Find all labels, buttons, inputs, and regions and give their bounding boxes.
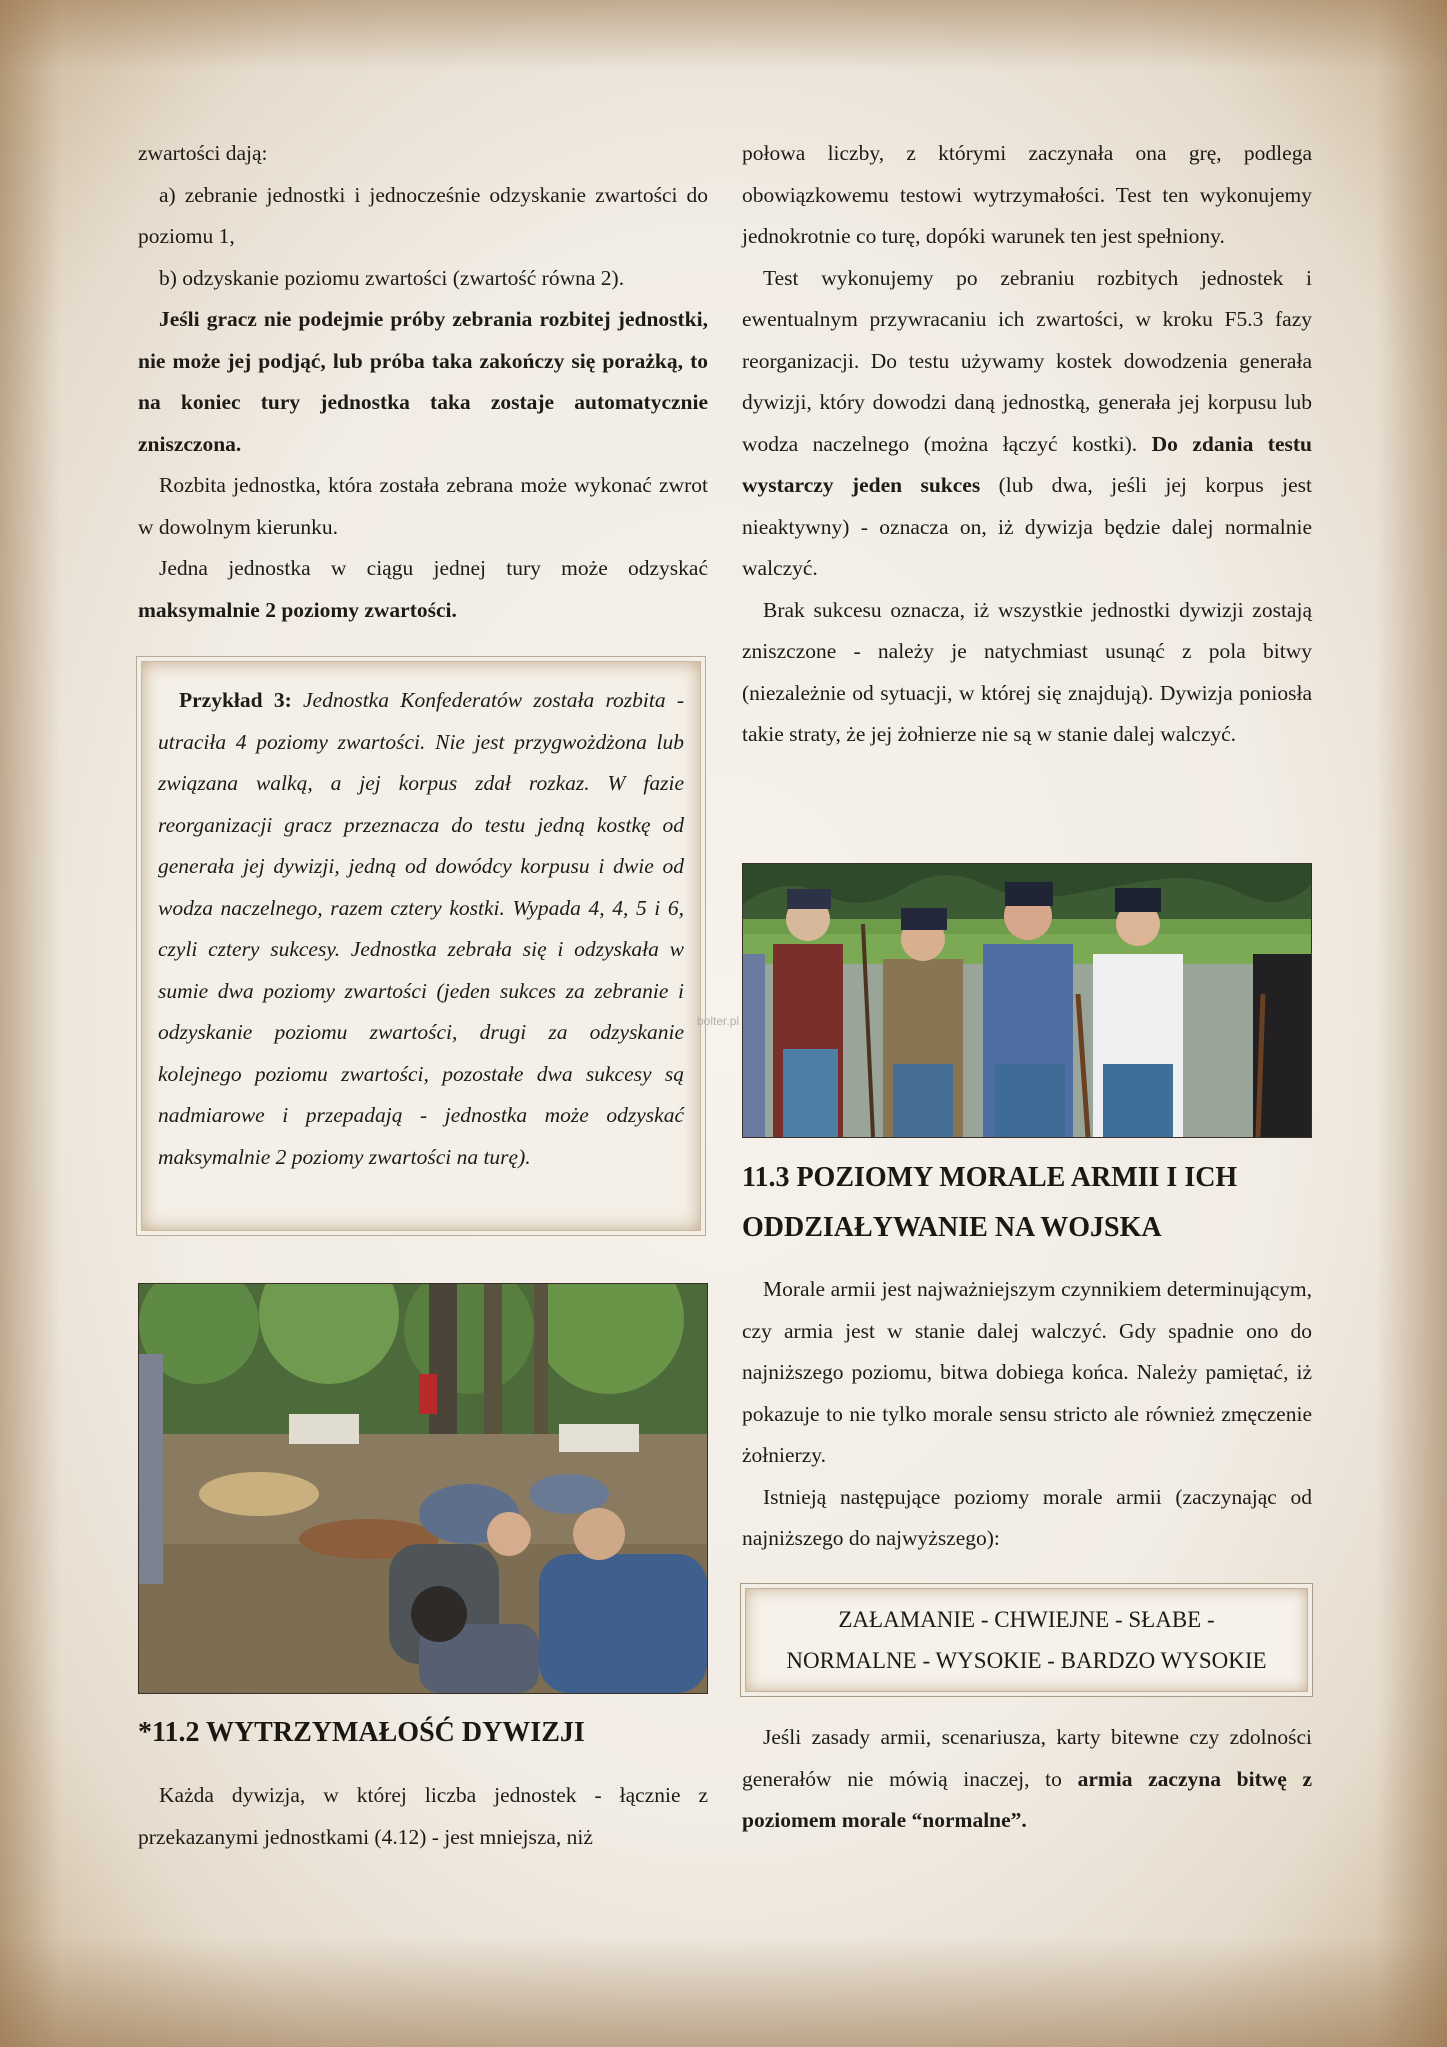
section-11-2-body [138,1775,708,1858]
morale-levels-line-1: ZAŁAMANIE - CHWIEJNE - SŁABE - [838,1607,1215,1632]
morale-levels-line-2: NORMALNE - WYSOKIE - BARDZO WYSOKIE [786,1648,1267,1673]
section-11-3-heading: 11.3 POZIOMY MORALE ARMII I ICH ODDZIAŁYWANIE NA WOJSKA [742,1162,1238,1243]
section-11-3-paragraph-2: Istnieją następujące poziomy morale armii (zaczynając od najniższego do najwyższego): [742,1484,1312,1550]
right-paragraph-2-bold: Do zdania testu wystarczy jeden sukces [742,431,1312,497]
section-11-2-heading: *11.2 WYTRZYMAŁOŚĆ DYWIZJI [138,1717,585,1748]
left-paragraph-6-text: Jedna jednostka w ciągu jednej tury może odzyskać [159,556,708,580]
section-11-3-body [742,1269,1312,1560]
left-paragraph-5: Rozbita jednostka, która została zebrana może wykonać zwrot w dowolnym kierunku. [138,473,708,539]
page-edge-top [0,0,1447,70]
left-paragraph-6-bold: maksymalnie 2 poziomy zwartości. [138,597,457,622]
right-paragraph-2-text: Test wykonujemy po zebraniu rozbitych jednostek i ewentualnym przywracaniu ich zwartości, w kroku F5.3 fazy reorganizacji. Do testu używamy kostek dowodzenia generała dywizji, który dowodzi daną jednostką, generała jej korpusu lub wodza naczelnego (można łączyć kostki). [742,265,1312,456]
section-11-3-paragraph-3 [742,1717,1312,1842]
section-11-3-paragraph-3-text: Jeśli zasady armii, scenariusza, karty bitewne czy zdolności generałów nie mówią inaczej, to [742,1725,1312,1791]
soldiers-photo-illustration [743,864,1311,1137]
section-11-3-paragraph-3-bold: armia zaczyna bitwę z poziomem morale “normalne”. [742,1766,1312,1832]
page-edge-left [0,0,60,2047]
camp-photo [138,1283,708,1694]
morale-levels-inner [745,1588,1308,1692]
right-paragraph-2-tail: (lub dwa, jeśli jej korpus jest nieaktywny) - oznacza on, iż dywizja będzie dalej normalnie walczyć. [742,473,1313,580]
morale-levels-box [740,1583,1313,1697]
page-edge-bottom [0,1937,1447,2047]
camp-photo-illustration [139,1284,707,1693]
section-11-2-paragraph-1: Każda dywizja, w której liczba jednostek - łącznie z przekazanymi jednostkami (4.12) - jest mniejsza, niż [138,1783,708,1849]
left-paragraph-4 [138,299,708,465]
left-column [138,133,708,631]
left-paragraph-2: a) zebranie jednostki i jednocześnie odzyskanie zwartości do poziomu 1, [138,182,708,248]
watermark: bolter.pl [697,1014,740,1028]
example-text: Jednostka Konfederatów została rozbita - utraciła 4 poziomy zwartości. Nie jest przygwożdżona lub związana walką, a jej korpus zdał rozkaz. W fazie reorganizacji gracz przeznacza do testu jedną kostkę od generała jej dywizji, jedną od dowódcy korpusu i dwie od wodza naczelnego, razem cztery kostki. Wypada 4, 4, 5 i 6, czyli cztery sukcesy. Jednostka zebrała się i odzyskała w sumie dwa poziomy zwartości (jeden sukces za zebranie i odzyskanie poziomu zwartości, drugi za odzyskanie kolejnego poziomu zwartości, pozostałe dwa sukcesy są nadmiarowe i przepadają - jednostka może odzyskać maksymalnie 2 poziomy zwartości na turę). [158,688,684,1169]
left-paragraph-6 [138,548,708,631]
left-paragraph-1: zwartości dają: [138,141,268,165]
left-paragraph-3: b) odzyskanie poziomu zwartości (zwartość równa 2). [159,265,625,290]
right-paragraph-2 [742,258,1312,590]
right-paragraph-3: Brak sukcesu oznacza, iż wszystkie jednostki dywizji zostają zniszczone - należy je natychmiast usunąć z pola bitwy (niezależnie od sytuacji, w której się znajdują). Dywizja poniosła takie straty, że jej żołnierze nie są w stanie dalej walczyć. [742,597,1312,746]
right-paragraph-1: połowa liczby, z którymi zaczynała ona grę, podlega obowiązkowemu testowi wytrzymałości. Test ten wykonujemy jednokrotnie co turę, dopóki warunek ten jest spełniony. [742,141,1312,248]
soldiers-photo [742,863,1312,1138]
example-label: Przykład 3: [179,688,292,712]
section-11-3-paragraph-1: Morale armii jest najważniejszym czynnikiem determinującym, czy armia jest w stanie dalej walczyć. Gdy spadnie ono do najniższego poziomu, bitwa dobiega końca. Należy pamiętać, iż pokazuje to nie tylko morale sensu stricto ale również zmęczenie żołnierzy. [742,1277,1312,1467]
right-column [742,133,1312,756]
example-box [136,656,706,1236]
left-paragraph-4-bold: Jeśli gracz nie podejmie próby zebrania rozbitej jednostki, nie może jej podjąć, lub próba taka zakończy się porażką, to na koniec tury jednostka taka zostaje automatycznie zniszczona. [138,307,708,456]
page-edge-right [1377,0,1447,2047]
section-11-3-footer [742,1717,1312,1842]
example-box-inner [141,661,701,1231]
